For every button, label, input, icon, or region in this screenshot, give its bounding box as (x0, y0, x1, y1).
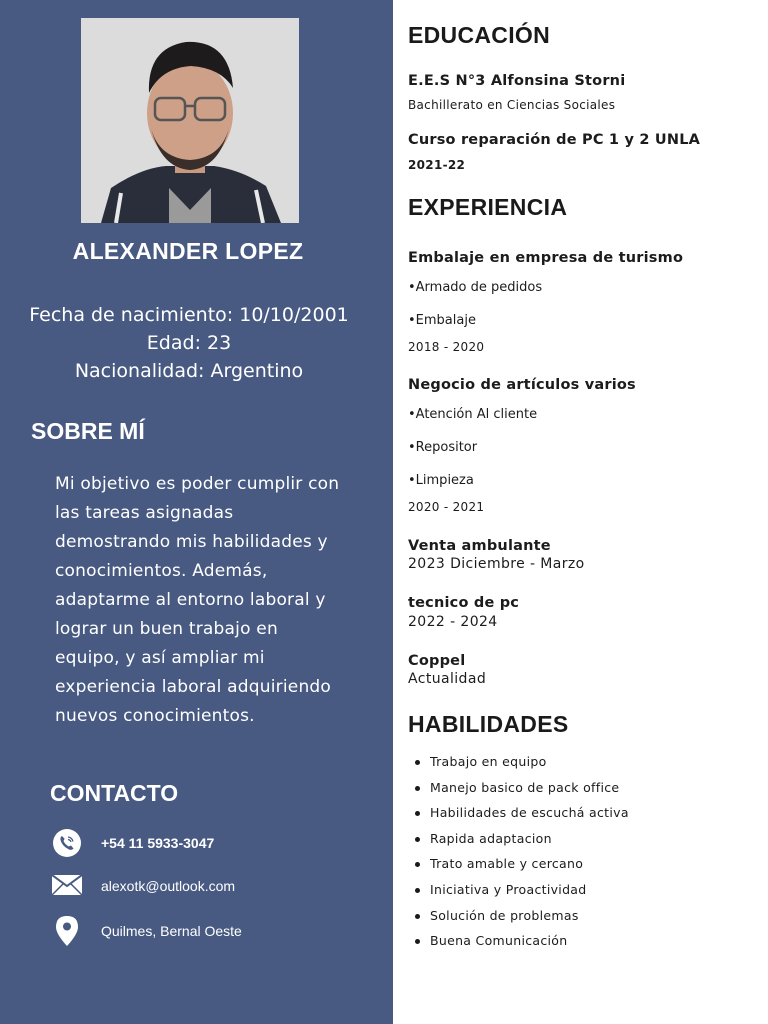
candidate-name: ALEXANDER LOPEZ (72, 238, 304, 264)
phone-icon (52, 828, 82, 858)
job-task: •Armado de pedidos (408, 280, 543, 295)
skill-item: Habilidades de escuchá activa (430, 803, 629, 829)
personal-info (0, 301, 378, 385)
job-period: 2023 Diciembre - Marzo (408, 556, 585, 572)
contact-title: CONTACTO (50, 780, 179, 806)
skill-item: Manejo basico de pack office (430, 778, 629, 804)
phone-number: +54 11 5933-3047 (101, 835, 215, 851)
education-item-detail: Bachillerato en Ciencias Sociales (408, 98, 616, 112)
education-item-name: E.E.S N°3 Alfonsina Storni (408, 73, 626, 89)
email-address: alexotk@outlook.com (101, 878, 236, 894)
main-content (393, 0, 768, 1024)
skill-item: Trabajo en equipo (430, 752, 629, 778)
job-period: 2020 - 2021 (408, 500, 485, 514)
job-period: 2018 - 2020 (408, 340, 485, 354)
skill-item: Iniciativa y Proactividad (430, 880, 629, 906)
location-text: Quilmes, Bernal Oeste (101, 923, 242, 939)
job-task: •Repositor (408, 440, 478, 455)
education-item-detail: 2021-22 (408, 158, 466, 172)
job-title: Embalaje en empresa de turismo (408, 250, 684, 266)
education-title: EDUCACIÓN (408, 22, 550, 48)
skills-title: HABILIDADES (408, 711, 569, 737)
experience-title: EXPERIENCIA (408, 194, 568, 220)
skills-list (430, 752, 629, 957)
education-item-name: Curso reparación de PC 1 y 2 UNLA (408, 132, 701, 148)
about-text: Mi objetivo es poder cumplir con las tareas asignadas demostrando mis habilidades y conocimientos. Además, adaptarme al entorno laboral y lograr un buen trabajo en equipo, y así ampliar mi experiencia laboral adquiriendo nuevos conocimientos. (55, 474, 340, 726)
skill-item: Trato amable y cercano (430, 854, 629, 880)
contact-phone[interactable] (52, 828, 215, 858)
mail-icon (52, 871, 82, 901)
age: Edad: 23 (146, 332, 232, 354)
nationality: Nacionalidad: Argentino (74, 360, 304, 382)
job-period: 2022 - 2024 (408, 614, 498, 630)
job-title: Venta ambulante (408, 538, 551, 554)
skill-item: Rapida adaptacion (430, 829, 629, 855)
job-task: •Limpieza (408, 473, 474, 488)
skill-item: Solución de problemas (430, 906, 629, 932)
job-task: •Atención Al cliente (408, 407, 538, 422)
job-title: tecnico de pc (408, 595, 520, 611)
about-title: SOBRE MÍ (31, 418, 145, 444)
job-title: Negocio de artículos varios (408, 377, 636, 393)
job-task: •Embalaje (408, 313, 476, 328)
profile-photo (81, 18, 299, 223)
location-pin-icon (52, 916, 82, 946)
skill-item: Buena Comunicación (430, 931, 629, 957)
contact-email[interactable] (52, 871, 236, 901)
job-period: Actualidad (408, 671, 487, 687)
contact-location (52, 916, 242, 946)
job-title: Coppel (408, 653, 466, 669)
birth-date: Fecha de nacimiento: 10/10/2001 (29, 304, 349, 326)
